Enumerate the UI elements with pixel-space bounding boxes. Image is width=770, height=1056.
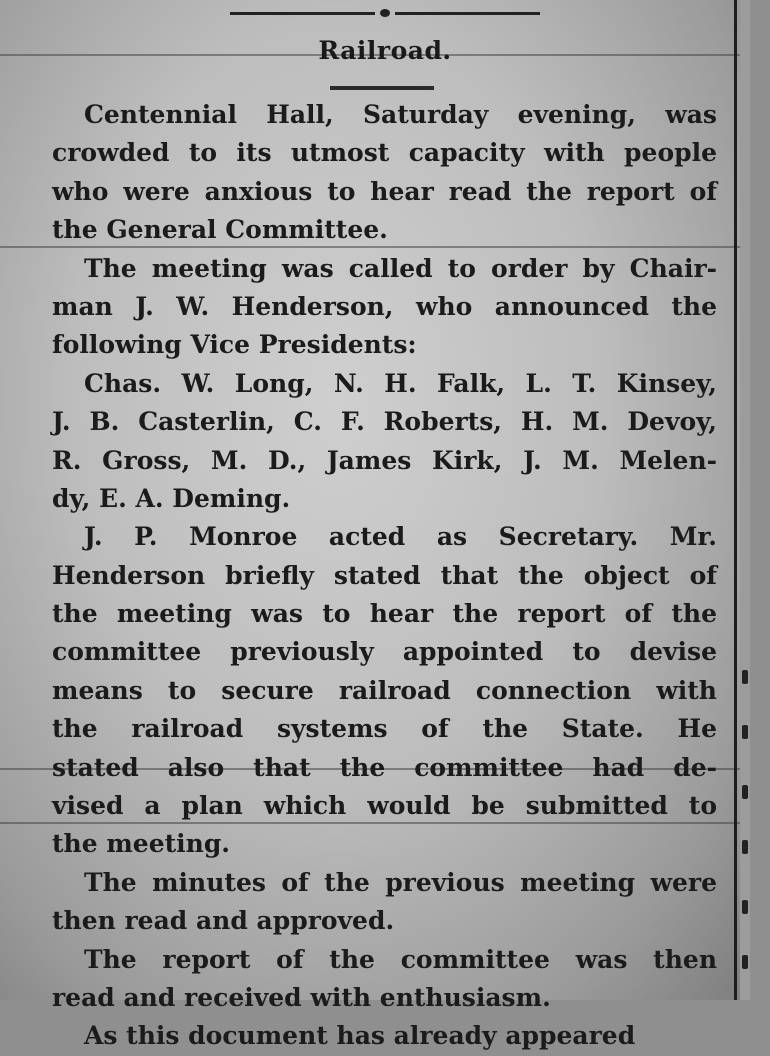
text-line: As this document has already appeared (84, 1021, 636, 1051)
article-heading: Railroad. (318, 36, 452, 65)
adjacent-column-edge (740, 0, 750, 1000)
text-line: stated also that the committee had de- (52, 752, 717, 782)
text-line: dy, E. A. Deming. (52, 483, 291, 513)
article-paragraph (52, 250, 717, 365)
article-paragraph (52, 1017, 717, 1055)
text-line: committee previously appointed to devise (52, 637, 717, 667)
text-line: J. B. Casterlin, C. F. Roberts, H. M. Devoy, (52, 407, 717, 437)
text-line: The meeting was called to order by Chair- (84, 253, 717, 283)
text-line: The report of the committee was then (84, 944, 717, 974)
text-line: then read and approved. (52, 906, 395, 936)
text-line: the General Committee. (52, 215, 388, 245)
text-line: crowded to its utmost capacity with people (52, 138, 717, 168)
article-body (52, 96, 717, 1056)
text-line: means to secure railroad connection with (52, 675, 717, 705)
article-paragraph (52, 96, 717, 250)
text-line: following Vice Presidents: (52, 330, 417, 360)
top-ornament-rule (230, 8, 540, 18)
text-line: Chas. W. Long, N. H. Falk, L. T. Kinsey, (84, 368, 717, 398)
heading-underline-rule (330, 86, 434, 90)
article-paragraph (52, 864, 717, 941)
text-line: J. P. Monroe acted as Secretary. Mr. (84, 522, 717, 552)
text-line: R. Gross, M. D., James Kirk, J. M. Melen- (52, 445, 717, 475)
text-line: read and received with enthusiasm. (52, 982, 551, 1012)
article-paragraph (52, 365, 717, 519)
text-line: The minutes of the previous meeting were (84, 867, 717, 897)
text-line: the meeting. (52, 829, 231, 859)
column-rule (734, 0, 737, 1000)
text-line: Centennial Hall, Saturday evening, was (84, 100, 717, 129)
text-line: vised a plan which would be submitted to (52, 791, 717, 821)
text-line: Henderson briefly stated that the object of (52, 560, 717, 590)
text-line: who were anxious to hear read the report of (52, 176, 717, 206)
text-line: the railroad systems of the State. He (52, 714, 717, 744)
text-line: man J. W. Henderson, who announced the (52, 291, 717, 321)
article-paragraph (52, 518, 717, 864)
text-line: the meeting was to hear the report of the (52, 599, 717, 629)
article-paragraph (52, 941, 717, 1018)
